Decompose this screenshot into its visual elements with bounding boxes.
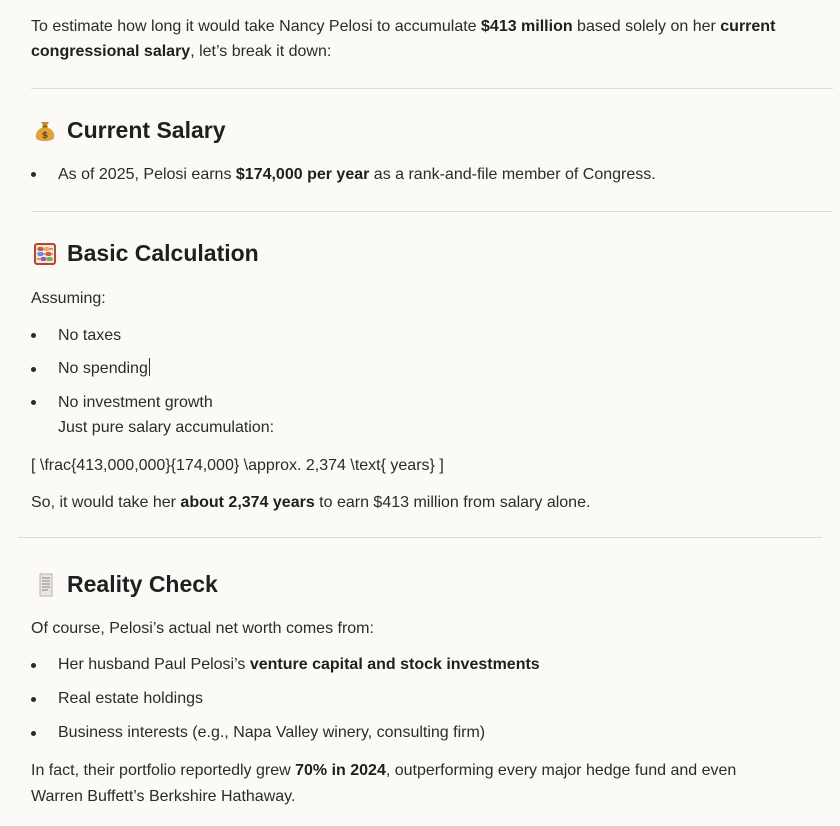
intro-line-1 bbox=[31, 14, 775, 39]
intro-text: To estimate how long it would take Nancy Pelosi to accumulate bbox=[31, 18, 482, 35]
list-item bbox=[58, 358, 150, 380]
growth-bold: 70% in 2024 bbox=[295, 762, 386, 779]
list-item-subtext: Just pure salary accumulation: bbox=[58, 419, 275, 436]
investments-bold: venture capital and stock investments bbox=[249, 656, 540, 673]
section-heading-reality bbox=[33, 571, 218, 598]
text: to earn $413 million from salary alone. bbox=[314, 494, 591, 511]
intro-line-2 bbox=[31, 39, 331, 64]
text: as a rank-and-file member of Congress. bbox=[369, 166, 656, 183]
bullet bbox=[31, 172, 36, 177]
bullet bbox=[31, 731, 36, 736]
text: , outperforming every major hedge fund and even bbox=[385, 762, 737, 779]
list-item bbox=[58, 654, 540, 676]
text: As of 2025, Pelosi earns bbox=[58, 166, 236, 183]
intro-text: , let’s break it down: bbox=[190, 43, 332, 60]
years-bold: about 2,374 years bbox=[180, 494, 315, 511]
fact-line-1 bbox=[31, 758, 736, 783]
divider bbox=[31, 88, 833, 89]
list-item bbox=[58, 164, 656, 186]
section-title: Reality Check bbox=[67, 571, 218, 597]
intro-amount: $413 million bbox=[481, 18, 573, 35]
list-item: Real estate holdings bbox=[58, 690, 203, 707]
list-item: Business interests (e.g., Napa Valley winery, consulting firm) bbox=[58, 724, 486, 741]
fact-line-2: Warren Buffett’s Berkshire Hathaway. bbox=[31, 788, 296, 805]
intro-salary-bold: current bbox=[720, 18, 776, 35]
reality-lead: Of course, Pelosi’s actual net worth comes from: bbox=[31, 620, 374, 637]
section-title: Basic Calculation bbox=[67, 240, 259, 266]
salary-amount: $174,000 per year bbox=[235, 166, 370, 183]
bullet bbox=[31, 697, 36, 702]
text: So, it would take her bbox=[31, 494, 181, 511]
bullet bbox=[31, 367, 36, 372]
list-item: No taxes bbox=[58, 327, 122, 344]
money-bag-icon bbox=[33, 119, 57, 143]
text: In fact, their portfolio reportedly grew bbox=[31, 762, 296, 779]
text: Her husband Paul Pelosi’s bbox=[58, 656, 250, 673]
bullet bbox=[31, 400, 36, 405]
section-heading-salary bbox=[33, 117, 226, 144]
assuming-label: Assuming: bbox=[31, 290, 106, 307]
svg-text:$: $ bbox=[41, 130, 49, 141]
bullet bbox=[31, 663, 36, 668]
formula: [ \frac{413,000,000}{174,000} \approx. 2,374 \text{ years} ] bbox=[31, 457, 444, 474]
text-cursor bbox=[149, 358, 150, 376]
list-item: No investment growth bbox=[58, 394, 213, 411]
result-text bbox=[31, 490, 590, 515]
bullet bbox=[31, 333, 36, 338]
section-title: Current Salary bbox=[67, 117, 226, 143]
divider bbox=[18, 537, 822, 538]
section-heading-calc bbox=[33, 240, 259, 267]
list-item-text: No spending bbox=[58, 360, 148, 377]
intro-text: based solely on her bbox=[572, 18, 721, 35]
divider bbox=[31, 211, 833, 212]
intro-salary-bold: congressional salary bbox=[31, 43, 191, 60]
abacus-icon bbox=[33, 242, 57, 266]
receipt-icon bbox=[33, 573, 57, 597]
